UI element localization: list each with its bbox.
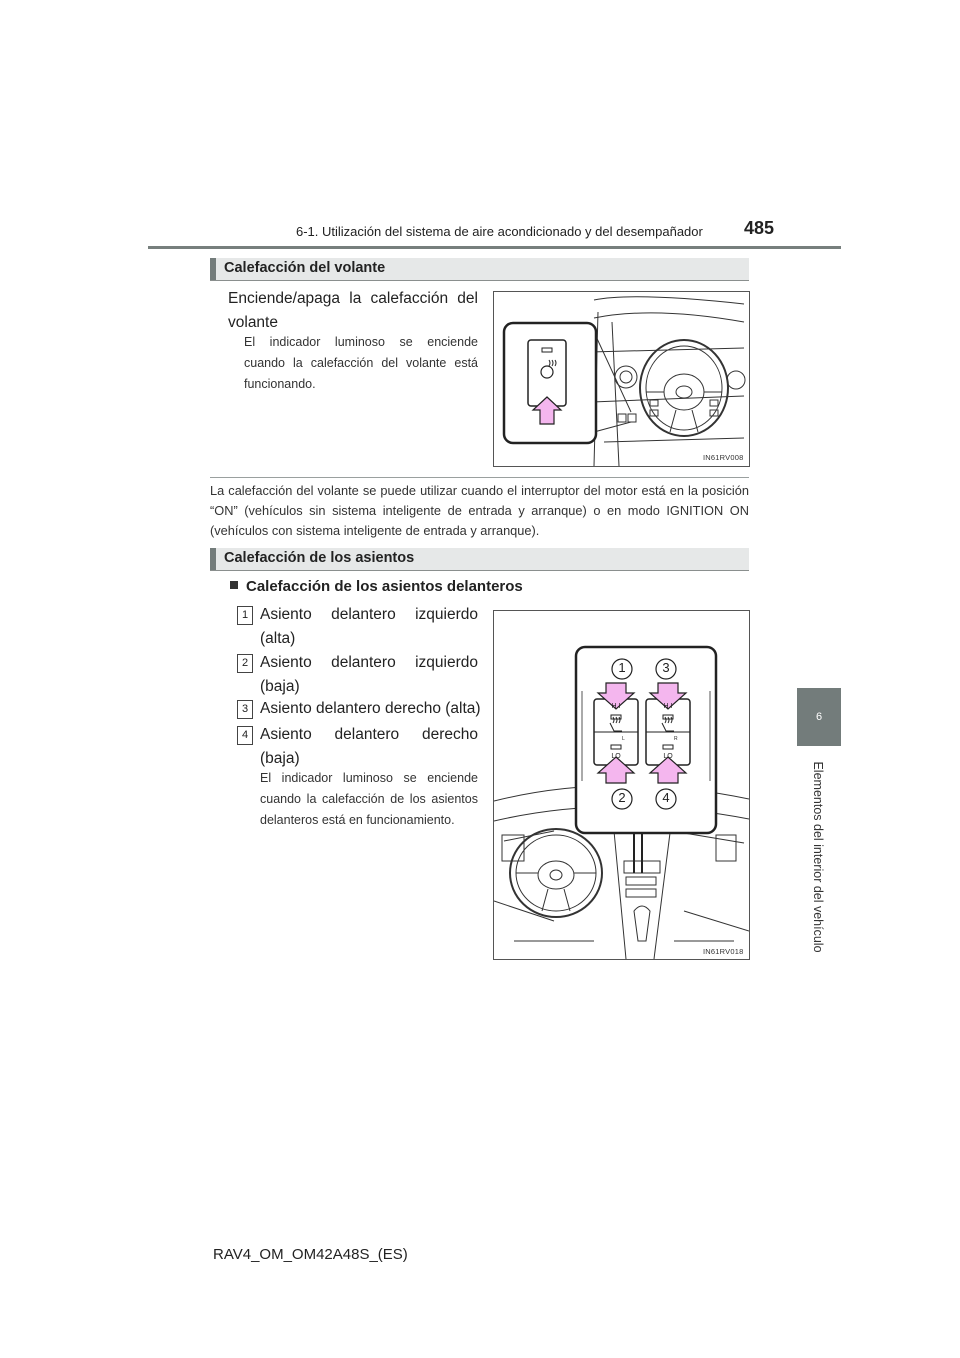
- steering-note: El indicador luminoso se enciende cuando la calefacción del volante está funcionando.: [244, 335, 478, 391]
- section-heading-text: Calefacción del volante: [224, 260, 386, 276]
- item-number-2: 2: [237, 654, 253, 673]
- bullet-square-icon: [230, 581, 238, 589]
- header-rule: [148, 246, 841, 249]
- item-number-4: 4: [237, 726, 253, 745]
- header-section-title: 6-1. Utilización del sistema de aire acondicionado y del desempañador: [296, 224, 703, 239]
- left-seat-letter: L: [622, 736, 625, 742]
- callout-3: 3: [662, 660, 670, 675]
- section-heading-text: Calefacción de los asientos: [224, 550, 415, 566]
- section-heading-seats: [210, 548, 749, 571]
- steering-illustration: [494, 292, 749, 466]
- page-number: 485: [744, 218, 775, 238]
- section-heading-steering: [210, 258, 749, 281]
- right-seat-letter: R: [674, 736, 678, 742]
- chapter-side-label: [808, 762, 828, 952]
- callout-4: 4: [662, 790, 670, 805]
- left-switch-hi-label: H I: [611, 703, 621, 710]
- figure-seat-heaters: [493, 610, 750, 960]
- item-label-3: Asiento delantero derecho (alta): [260, 700, 481, 717]
- left-switch-lo-label: LO: [611, 753, 621, 760]
- item-number-3: 3: [237, 700, 253, 719]
- figure-steering-heater: [493, 291, 750, 467]
- section1-rule: [210, 477, 749, 478]
- callout-1: 1: [618, 660, 626, 675]
- seat-subheading-text: Calefacción de los asientos delanteros: [246, 578, 523, 595]
- item-label-2: Asiento delantero izquierdo (baja): [260, 654, 478, 695]
- steering-footnote: La calefacción del volante se puede utilizar cuando el interruptor del motor está en la posición “ON” (vehículos sin sistema inteligente de entrada y arranque) o en modo IGNITION ON (vehículos con sistema inteligente de entrada y arranque).: [210, 483, 749, 538]
- chapter-title: Elementos del interior del vehículo: [811, 761, 825, 953]
- callout-2: 2: [618, 790, 626, 805]
- seat-subheading: [230, 578, 523, 595]
- seat-note: El indicador luminoso se enciende cuando la calefacción de los asientos delanteros está en funcionamiento.: [260, 771, 478, 827]
- chapter-tab: 6: [797, 688, 841, 746]
- right-switch-hi-label: H I: [663, 703, 673, 710]
- steering-main-text: Enciende/apaga la calefacción del volante: [228, 290, 478, 331]
- right-switch-lo-label: LO: [663, 753, 673, 760]
- manual-code: RAV4_OM_OM42A48S_(ES): [213, 1246, 408, 1263]
- figure-code-1: IN61RV008: [703, 453, 744, 462]
- figure-code-2: IN61RV018: [703, 947, 744, 956]
- item-label-4: Asiento delantero derecho (baja): [260, 726, 478, 767]
- item-number-1: 1: [237, 606, 253, 625]
- item-label-1: Asiento delantero izquierdo (alta): [260, 606, 478, 647]
